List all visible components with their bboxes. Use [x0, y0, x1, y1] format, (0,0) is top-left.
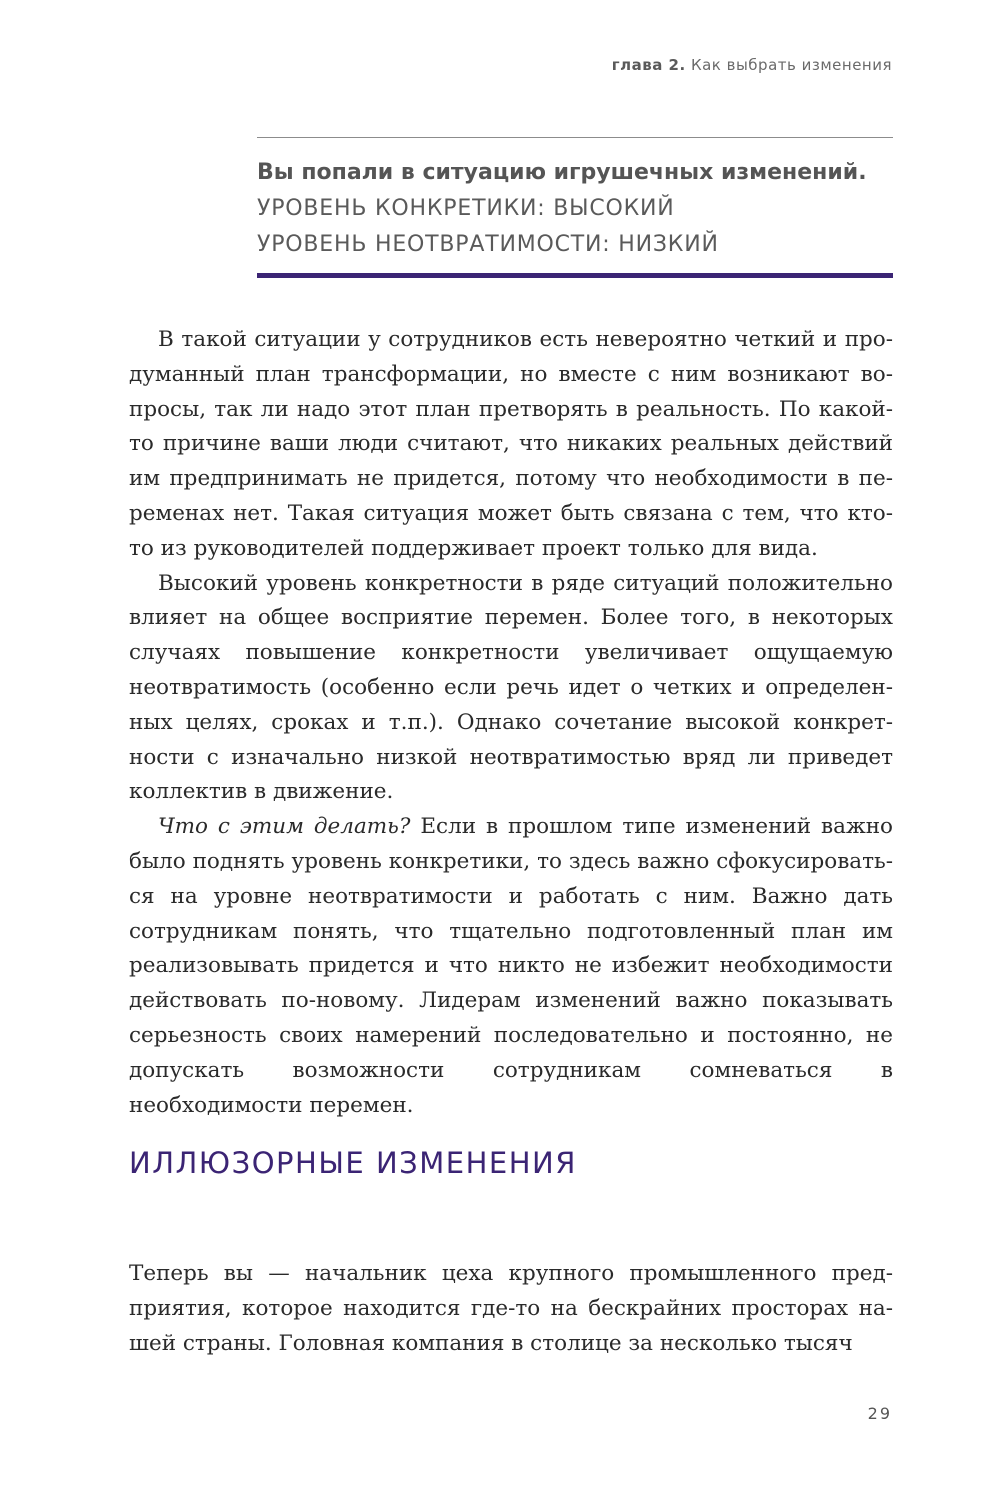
chapter-label: глава 2. — [611, 56, 686, 74]
paragraph: Высокий уровень конкретности в ряде ситуаций положительно влияет на общее восприятие перемен. Более того, в некоторых случаях повышение конкретности увеличивает ощущаемую неотвратимость (особенно если речь идет о четких и определенных целях, сроках и т.п.). Однако сочетание высокой конкретности с изначально низкой неотвратимостью вряд ли приведет коллектив в движение. — [129, 570, 893, 805]
specificity-level: УРОВЕНЬ КОНКРЕТИКИ: ВЫСОКИЙ — [257, 196, 675, 221]
section-text-block — [129, 1257, 893, 1361]
paragraph — [129, 810, 893, 1123]
body-text-block — [129, 323, 893, 1123]
running-head — [612, 56, 892, 74]
inevitability-level: УРОВЕНЬ НЕОТВРАТИМОСТИ: НИЗКИЙ — [257, 232, 719, 257]
section-heading: ИЛЛЮЗОРНЫЕ ИЗМЕНЕНИЯ — [129, 1146, 577, 1180]
page-number: 29 — [867, 1404, 892, 1423]
chapter-title: Как выбрать изменения — [690, 56, 892, 74]
callout-accent-bar — [257, 273, 893, 278]
paragraph: Теперь вы — начальник цеха крупного промышленного предприятия, которое находится где-то на бескрайних просторах нашей страны. Головная компания в столице за несколько тысяч — [129, 1261, 893, 1356]
question-italic: Что с этим делать? — [158, 814, 411, 840]
paragraph: В такой ситуации у сотрудников есть невероятно четкий и продуманный план трансформации, но вместе с ним возникают вопросы, так ли надо этот план претворять в реальность. По какой-то причине ваши люди считают, что никаких реальных действий им предпринимать не придется, потому что необходимости в переменах нет. Такая ситуация может быть связана с тем, что кто-то из руководителей поддерживает проект только для вида. — [129, 327, 893, 561]
paragraph-continuation: Если в прошлом типе изменений важно было поднять уровень конкретики, то здесь важно сфокусироваться на уровне неотвратимости и работать с ним. Важно дать сотрудникам понять, что тщательно подготовленный план им реализовывать придется и что никто не избежит необходимости действовать по-новому. Лидерам изменений важно показывать серьезность своих намерений последовательно и постоянно, не допускать возможности сотрудникам сомневаться в необходимости перемен. — [129, 814, 893, 1118]
callout-box — [257, 137, 893, 278]
callout-lead: Вы попали в ситуацию игрушечных изменений. — [257, 160, 867, 185]
